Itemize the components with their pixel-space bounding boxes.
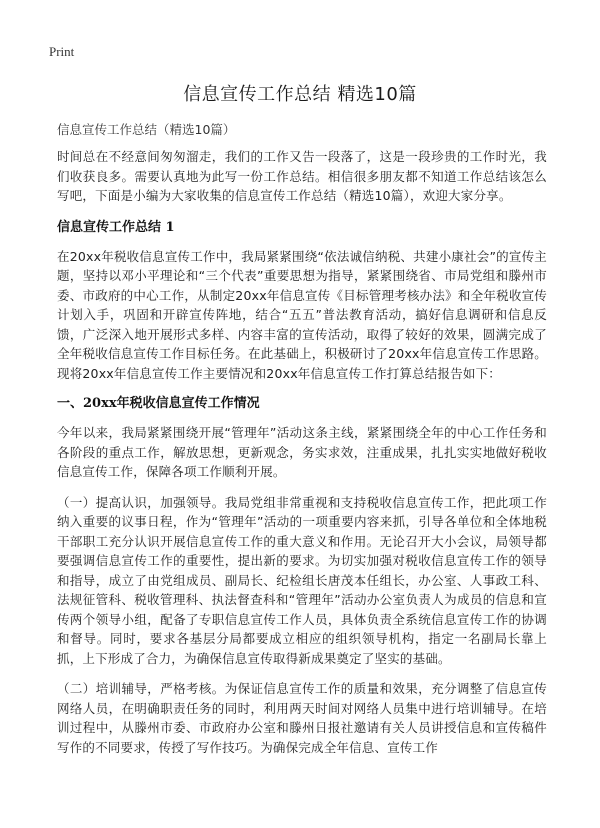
- document-subtitle: 信息宣传工作总结（精选10篇）: [57, 122, 236, 137]
- print-link[interactable]: Print: [49, 44, 75, 59]
- page-title: 信息宣传工作总结 精选10篇: [183, 84, 417, 105]
- point-two-paragraph: （二）培训辅导，严格考核。为保证信息宣传工作的质量和效果，充分调整了信息宣传网络人员，在明确职责任务的同时，利用两天时间对网络人员集中进行培训辅导。在培训过程中，从滕州市委、市政府办公室和滕州日报社邀请有关人员讲授信息和宣传稿件写作的不同要求，传授了写作技巧。为确保完成全年信息、宣传工作: [57, 681, 547, 755]
- document-body: [57, 120, 547, 768]
- subsection-heading: 一、20xx年税收信息宣传工作情况: [57, 396, 260, 411]
- point-one-paragraph: （一）提高认识，加强领导。我局党组非常重视和支持税收信息宣传工作，把此项工作纳入重要的议事日程，作为“管理年”活动的一项重要内容来抓，引导各单位和全体地税干部职工充分认识开展信息宣传工作的重大意义和作用。无论召开大小会议，局领导都要强调信息宣传工作的重要性，提出新的要求。为切实加强对税收信息宣传工作的领导和指导，成立了由党组成员、副局长、纪检组长唐茂本任组长，办公室、人事政工科、法规征管科、税收管理科、执法督查科和“管理年”活动办公室负责人为成员的信息和宣传两个领导小组，配备了专职信息宣传工作人员，具体负责全系统信息宣传工作的协调和督导。同时，要求各基层分局都要成立相应的组织领导机构，指定一名副局长靠上抓，上下形成了合力，为确保信息宣传取得新成果奠定了坚实的基础。: [57, 494, 547, 666]
- section-paragraph: 在20xx年税收信息宣传工作中，我局紧紧围绕“依法诚信纳税、共建小康社会”的宣传主题，坚持以邓小平理论和“三个代表”重要思想为指导，紧紧围绕省、市局党组和滕州市委、市政府的中心工作，从制定20xx年信息宣传《目标管理考核办法》和全年税收宣传计划入手，巩固和开辟宣传阵地，结合“五五”普法教育活动，搞好信息调研和信息反馈，广泛深入地开展形式多样、内容丰富的宣传活动，取得了较好的效果，圆满完成了全年税收信息宣传工作目标任务。在此基础上，积极研讨了20xx年信息宣传工作思路。现将20xx年信息宣传工作主要情况和20xx年信息宣传工作打算总结报告如下：: [57, 248, 547, 381]
- overview-paragraph: 今年以来，我局紧紧围绕开展“管理年”活动这条主线，紧紧围绕全年的中心工作任务和各阶段的重点工作，解放思想，更新观念，务实求效，注重成果，扎扎实实地做好税收信息宣传工作，保障各项工作顺利开展。: [57, 425, 547, 479]
- intro-paragraph: 时间总在不经意间匆匆溜走，我们的工作又告一段落了，这是一段珍贵的工作时光，我们收获良多。需要认真地为此写一份工作总结。相信很多朋友都不知道工作总结该怎么写吧，下面是小编为大家收集的信息宣传工作总结（精选10篇），欢迎大家分享。: [57, 149, 547, 203]
- section-heading: 信息宣传工作总结 1: [57, 219, 175, 235]
